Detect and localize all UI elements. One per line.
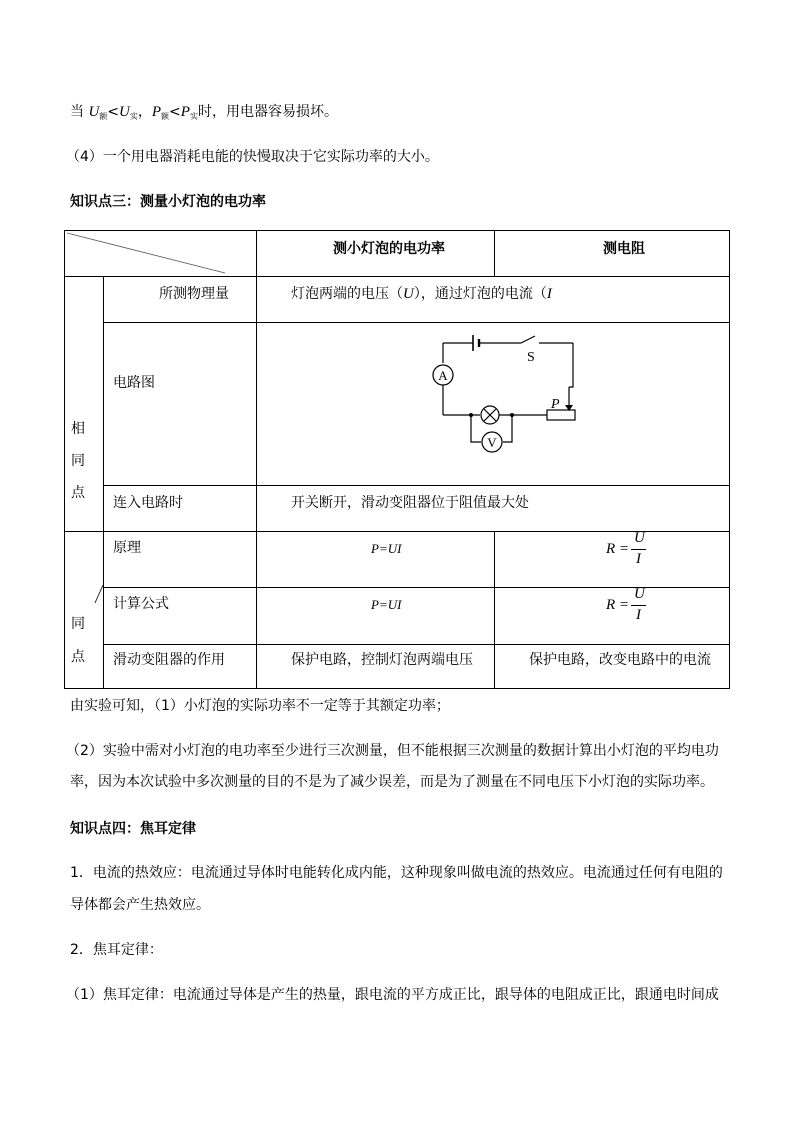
row-value-rheostat-resistance: 保护电路，改变电路中的电流 [529,652,711,668]
col-header-resistance: 测电阻 [603,241,645,257]
row-label-connect: 连入电路时 [113,495,183,511]
subscript-actual: 实 [129,112,138,121]
formula-resistance-num: U [634,586,645,602]
symbol-p-rated: P [151,104,162,120]
symbol-u-actual: U [119,104,130,120]
subscript-actual: 实 [189,112,198,121]
less-than: < [107,104,120,120]
table-rule [103,644,729,645]
table-rule [103,485,729,486]
joule-law-statement: （1）焦耳定律：电流通过导体是产生的热量，跟电流的平方成正比，跟导体的电阻成正比，跟通电时间成 [66,987,719,1003]
comma: ， [137,104,152,120]
row-label-circuit: 电路图 [113,375,155,391]
conclusion-1: 由实验可知，（1）小灯泡的实际功率不一定等于其额定功率； [70,698,450,714]
circuit-diagram [417,329,647,469]
principle-power: P=UI [371,541,402,556]
principle-resistance-num: U [634,530,645,546]
table-rule [103,276,104,688]
slider-label: P [551,397,560,412]
subscript-rated: 额 [99,112,108,121]
voltmeter-label: V [487,435,497,450]
formula-power: P=UI [371,597,402,612]
table-rule [103,322,729,323]
symbol-p-actual: P [180,104,190,120]
quantities-text-1: 灯泡两端的电压（ [291,286,403,302]
comparison-table [64,230,730,689]
section3-heading: 知识点三：测量小灯泡的电功率 [70,194,266,210]
fraction-bar [631,605,646,606]
conclusion-2-line-2: 率，因为本次试验中多次测量的目的不是为了减少误差，而是为了测量在不同电压下小灯泡的实际功率。 [70,774,714,790]
row-value-rheostat-power: 保护电路，控制灯泡两端电压 [291,652,473,668]
switch-label: S [527,350,535,365]
formula-resistance-lhs: R = [606,597,630,613]
group-diff-char-1: 同 [71,616,85,632]
subscript-rated: 额 [161,112,170,121]
section4-heading: 知识点四：焦耳定律 [70,821,196,837]
table-rule [494,231,495,276]
group-same-char-3: 点 [71,485,85,501]
row-label-quantities: 所测物理量 [159,286,229,302]
row-value-connect: 开关断开，滑动变阻器位于阻值最大处 [291,495,529,511]
less-than: < [169,104,181,120]
row-label-principle: 原理 [113,540,141,556]
group-diff-char-2: 点 [71,649,85,665]
row-label-rheostat: 滑动变阻器的作用 [113,652,225,668]
joule-law-title: 2．焦耳定律： [70,942,163,958]
row-value-quantities [291,285,552,303]
principle-resistance-den: I [636,551,641,567]
row-label-formula: 计算公式 [113,596,169,612]
principle-resistance-lhs: R = [606,541,630,557]
intro-line-2: （4）一个用电器消耗电能的快慢取决于它实际功率的大小。 [66,149,439,165]
header-diagonal [65,231,257,277]
fraction-bar [631,549,646,550]
intro-suffix: 时，用电器容易损坏。 [197,104,338,120]
group-same-char-1: 相 [71,421,85,437]
intro-prefix: 当 [70,104,84,120]
col-header-power: 测小灯泡的电功率 [333,241,445,257]
symbol-u-rated: U [88,104,100,120]
quantities-text-2: ），通过灯泡的电流（ [413,286,547,302]
heat-effect-line-2: 导体都会产生热效应。 [70,897,210,913]
group-same-char-2: 同 [71,453,85,469]
table-rule [65,531,729,532]
ammeter-label: A [438,368,448,383]
formula-resistance-den: I [636,607,641,623]
table-rule [494,531,495,688]
conclusion-2-line-1: （2）实验中需对小灯泡的电功率至少进行三次测量，但不能根据三次测量的数据计算出小灯泡的平均电功 [66,743,719,759]
symbol-u: U [403,286,414,302]
intro-line-1 [70,103,338,123]
table-rule [256,231,257,688]
stray-mark [93,583,105,605]
heat-effect-line-1: 1．电流的热效应：电流通过导体时电能转化成内能，这种现象叫做电流的热效应。电流通过任何有电阻的 [70,865,723,881]
symbol-i: I [546,286,552,302]
